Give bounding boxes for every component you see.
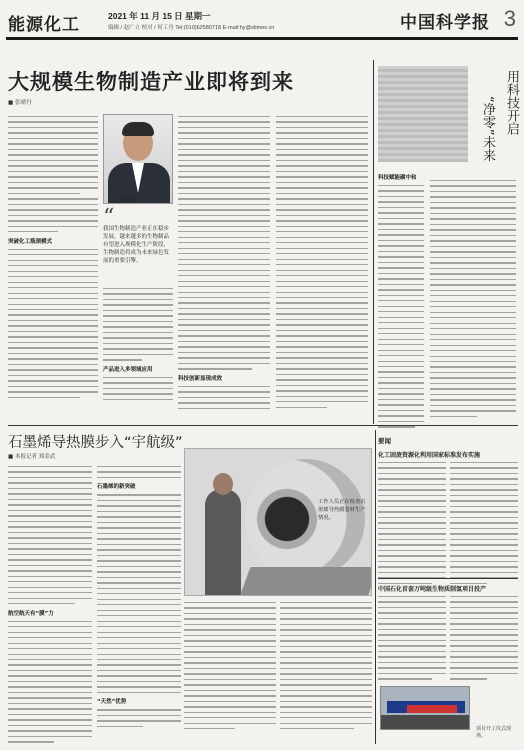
news-item-2-col-2 (450, 596, 518, 684)
side-feature-image (378, 66, 468, 162)
lead-subhead-1: 突破化工瓶颈模式 (8, 238, 53, 245)
pull-quote (103, 205, 173, 282)
section-name: 能源化工 (8, 15, 80, 35)
news-headline-2: 中国石化首套万吨级生物质制氢项目投产 (378, 586, 487, 593)
lead-article-column-1 (8, 116, 98, 402)
second-article-byline: ■ 本报记者 郑金武 (8, 454, 56, 460)
side-title-part-2: “净零”未来 (480, 96, 495, 162)
news-item-1-col-1 (378, 462, 446, 588)
news-column-divider (375, 430, 376, 744)
lead-article-column-2 (103, 288, 173, 404)
graphene-film-photo (184, 448, 372, 596)
news-headline-1: 化工固废资源化利用国家标准发布实施 (378, 452, 481, 459)
ceremony-photo-caption: 项目开工仪式现场。 (476, 726, 512, 739)
second-subhead-0: 石墨烯的新突破 (97, 484, 136, 491)
second-article-column-2 (97, 466, 181, 731)
news-item-2-col-1 (378, 596, 446, 684)
news-divider (378, 578, 518, 579)
ceremony-photo (380, 686, 470, 730)
side-feature-column-2 (430, 180, 516, 421)
newspaper-masthead: 中国科学报 (400, 13, 490, 33)
page-number: 3 (503, 6, 516, 31)
second-article-column-1 (8, 466, 92, 747)
second-subhead-1: 航空航天有“膜”力 (8, 610, 54, 617)
lead-article-column-3 (178, 116, 270, 413)
second-article-column-4 (280, 602, 372, 734)
side-feature-title (474, 70, 519, 174)
section-divider (8, 425, 518, 426)
portrait-caption: 张国民 (120, 198, 137, 204)
pull-quote-text: 我国生物制造产业正在稳步发展，越来越多的生物制品有望进入规模化生产阶段，生物制造将成为未来绿色发展的重要引擎。 (103, 226, 170, 265)
news-section-label: 要闻 (378, 437, 391, 445)
portrait-photo (103, 114, 173, 204)
news-item-1-col-2 (450, 462, 518, 588)
side-feature-subhead: 科技赋能碳中和 (378, 175, 417, 181)
page-header (6, 6, 518, 40)
side-title-part-1: 用科技开启 (504, 70, 519, 135)
lead-article-column-4 (276, 116, 368, 412)
column-divider (373, 60, 374, 424)
quote-mark-icon: “ (103, 205, 115, 230)
lead-article-byline: ■ 张晴丹 (8, 100, 32, 106)
side-feature-column-1 (378, 170, 424, 432)
editor-contact-line: 编辑 / 赵广立 校对 / 何工舟 Tel:(010)62580718 E-mail:hy@stimes.cn (108, 25, 275, 31)
second-article-title: 石墨烯导热膜步入“宇航级” (8, 435, 183, 451)
publication-date: 2021 年 11 月 15 日 星期一 (108, 11, 211, 21)
lead-article-title: 大规模生物制造产业即将到来 (8, 70, 294, 94)
lead-subhead-2: 产品进入多领域应用 (103, 366, 153, 373)
second-article-column-3 (184, 602, 276, 734)
second-subhead-2: “天然”优势 (97, 699, 127, 706)
lead-subhead-3: 科技创新显现成效 (178, 375, 223, 382)
graphene-photo-caption: 工作人员正在检查石墨烯导热膜卷材生产情况。 (318, 499, 366, 521)
